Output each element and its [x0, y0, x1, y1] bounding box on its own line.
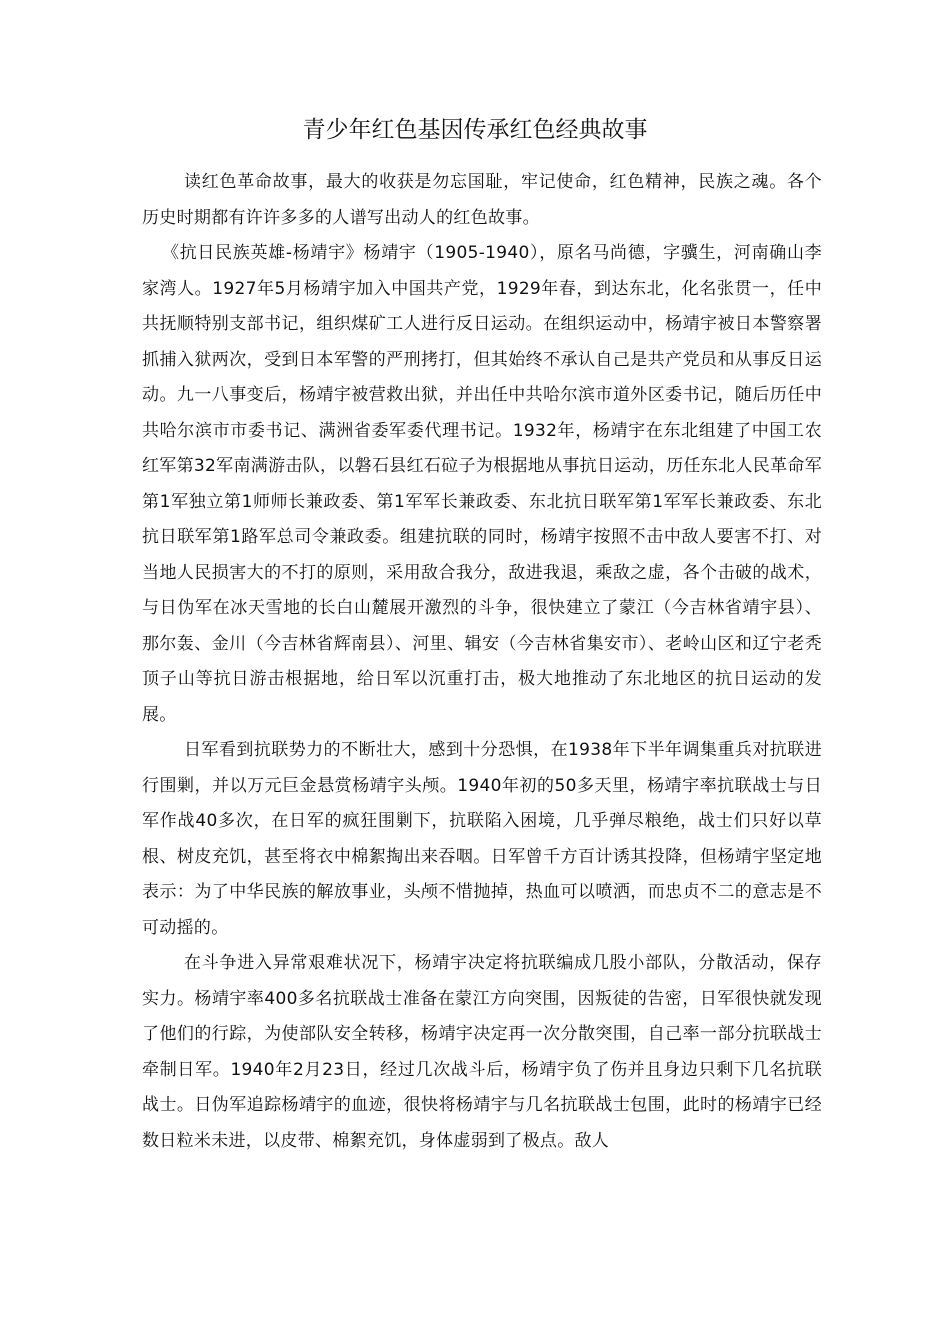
- document-body: [142, 165, 822, 1159]
- document-title: 青少年红色基因传承红色经典故事: [302, 117, 648, 143]
- paragraph-breakout: 在斗争进入异常艰难状况下，杨靖宇决定将抗联编成几股小部队，分散活动，保存实力。杨靖宇率400多名抗联战士准备在蒙江方向突围，因叛徒的告密，日军很快就发现了他们的行踪，为使部队安全转移，杨靖宇决定再一次分散突围，自己率一部分抗联战士牵制日军。1940年2月23日，经过几次战斗后，杨靖宇负了伤并且身边只剩下几名抗联战士。日伪军追踪杨靖宇的血迹，很快将杨靖宇与几名抗联战士包围，此时的杨靖宇已经数日粒米未进，以皮带、棉絮充饥，身体虚弱到了极点。敌人: [142, 953, 822, 1151]
- paragraph-biography: 《抗日民族英雄-杨靖宇》杨靖宇（1905-1940），原名马尚德，字骥生，河南确山李家湾人。1927年5月杨靖宇加入中国共产党，1929年春，到达东北，化名张贯一，任中共抚顺特别支部书记，组织煤矿工人进行反日运动。在组织运动中，杨靖宇被日本警察署抓捕入狱两次，受到日本军警的严刑拷打，但其始终不承认自己是共产党员和从事反日运动。九一八事变后，杨靖宇被营救出狱，并出任中共哈尔滨市道外区委书记，随后历任中共哈尔滨市市委书记、满洲省委军委代理书记。1932年，杨靖宇在东北组建了中国工农红军第32军南满游击队，以磐石县红石砬子为根据地从事抗日运动，历任东北人民革命军第1军独立第1师师长兼政委、第1军军长兼政委、东北抗日联军第1军军长兼政委、东北抗日联军第1路军总司令兼政委。组建抗联的同时，杨靖宇按照不击中敌人要害不打、对当地人民损害大的不打的原则，采用敌合我分，敌进我退，乘敌之虚，各个击破的战术，与日伪军在冰天雪地的长白山麓展开激烈的斗争，很快建立了蒙江（今吉林省靖宇县）、那尔轰、金川（今吉林省辉南县）、河里、辑安（今吉林省集安市）、老岭山区和辽宁老秃顶子山等抗日游击根据地，给日军以沉重打击，极大地推动了东北地区的抗日运动的发展。: [142, 243, 822, 725]
- paragraph-intro: 读红色革命故事，最大的收获是勿忘国耻，牢记使命，红色精神，民族之魂。各个历史时期都有许许多多的人谱写出动人的红色故事。: [142, 172, 822, 228]
- paragraph-encirclement: 日军看到抗联势力的不断壮大，感到十分恐惧，在1938年下半年调集重兵对抗联进行围剿，并以万元巨金悬赏杨靖宇头颅。1940年初的50多天里，杨靖宇率抗联战士与日军作战40多次，在日军的疯狂围剿下，抗联陷入困境，几乎弹尽粮绝，战士们只好以草根、树皮充饥，甚至将衣中棉絮掏出来吞咽。日军曾千方百计诱其投降，但杨靖宇坚定地表示：为了中华民族的解放事业，头颅不惜抛掉，热血可以喷洒，而忠贞不二的意志是不可动摇的。: [142, 740, 822, 938]
